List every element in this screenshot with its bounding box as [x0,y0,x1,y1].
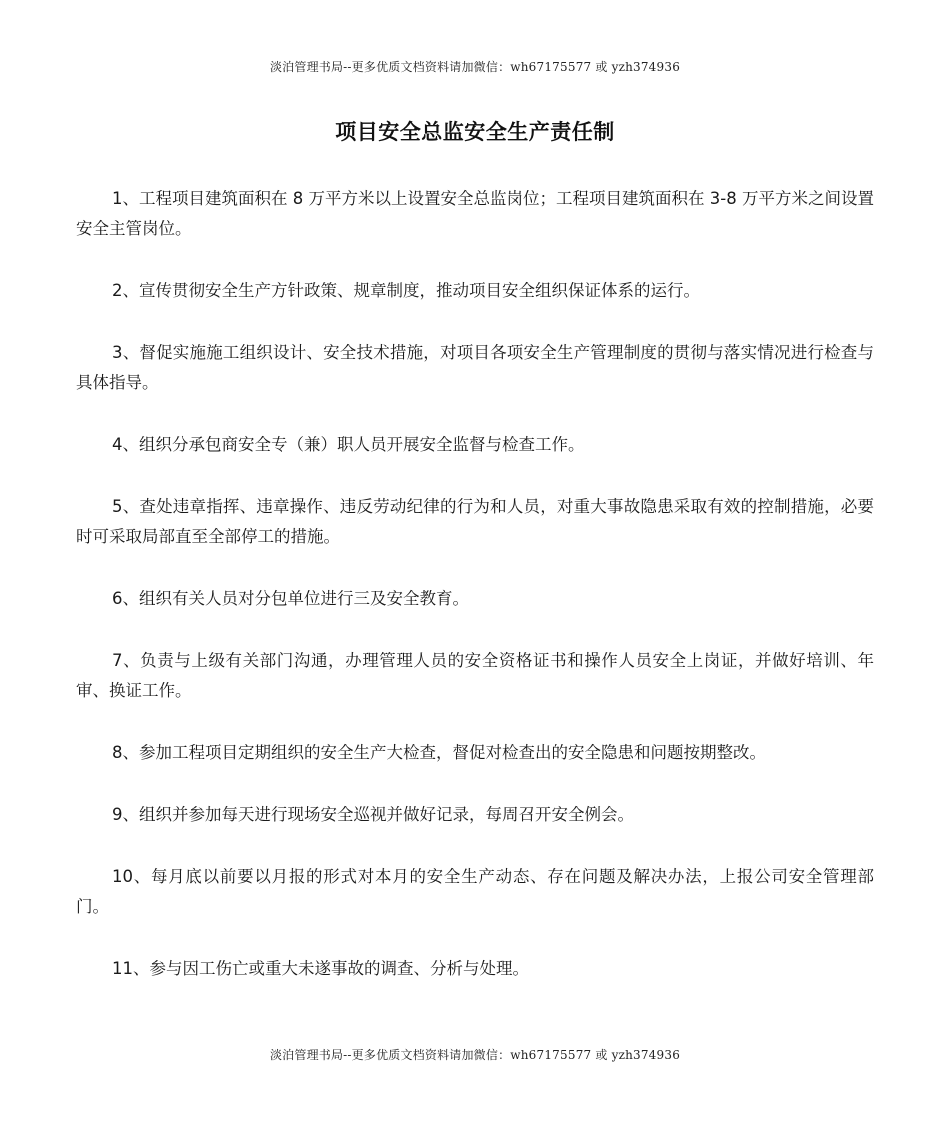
clause-10: 10、每月底以前要以月报的形式对本月的安全生产动态、存在问题及解决办法，上报公司安全管理部门。 [76,867,874,916]
clause-6: 6、组织有关人员对分包单位进行三及安全教育。 [112,589,469,608]
clause-9: 9、组织并参加每天进行现场安全巡视并做好记录，每周召开安全例会。 [112,805,634,824]
clause-5: 5、查处违章指挥、违章操作、违反劳动纪律的行为和人员，对重大事故隐患采取有效的控制措施，必要时可采取局部直至全部停工的措施。 [76,497,874,546]
clause-4: 4、组织分承包商安全专（兼）职人员开展安全监督与检查工作。 [112,435,585,454]
clause-8: 8、参加工程项目定期组织的安全生产大检查，督促对检查出的安全隐患和问题按期整改。 [112,743,766,762]
footer-watermark-note: 淡泊管理书局--更多优质文档资料请加微信：wh67175577 或 yzh374936 [269,1048,681,1062]
clause-list [76,184,874,1016]
header-watermark-note: 淡泊管理书局--更多优质文档资料请加微信：wh67175577 或 yzh374936 [269,60,681,74]
clause-1: 1、工程项目建筑面积在 8 万平方米以上设置安全总监岗位；工程项目建筑面积在 3-8 万平方米之间设置安全主管岗位。 [76,189,874,238]
clause-7: 7、负责与上级有关部门沟通，办理管理人员的安全资格证书和操作人员安全上岗证，并做好培训、年审、换证工作。 [76,651,874,700]
clause-3: 3、督促实施施工组织设计、安全技术措施，对项目各项安全生产管理制度的贯彻与落实情况进行检查与具体指导。 [76,343,874,392]
clause-2: 2、宣传贯彻安全生产方针政策、规章制度，推动项目安全组织保证体系的运行。 [112,281,700,300]
page-title: 项目安全总监安全生产责任制 [335,120,615,144]
clause-11: 11、参与因工伤亡或重大未遂事故的调查、分析与处理。 [112,959,529,978]
